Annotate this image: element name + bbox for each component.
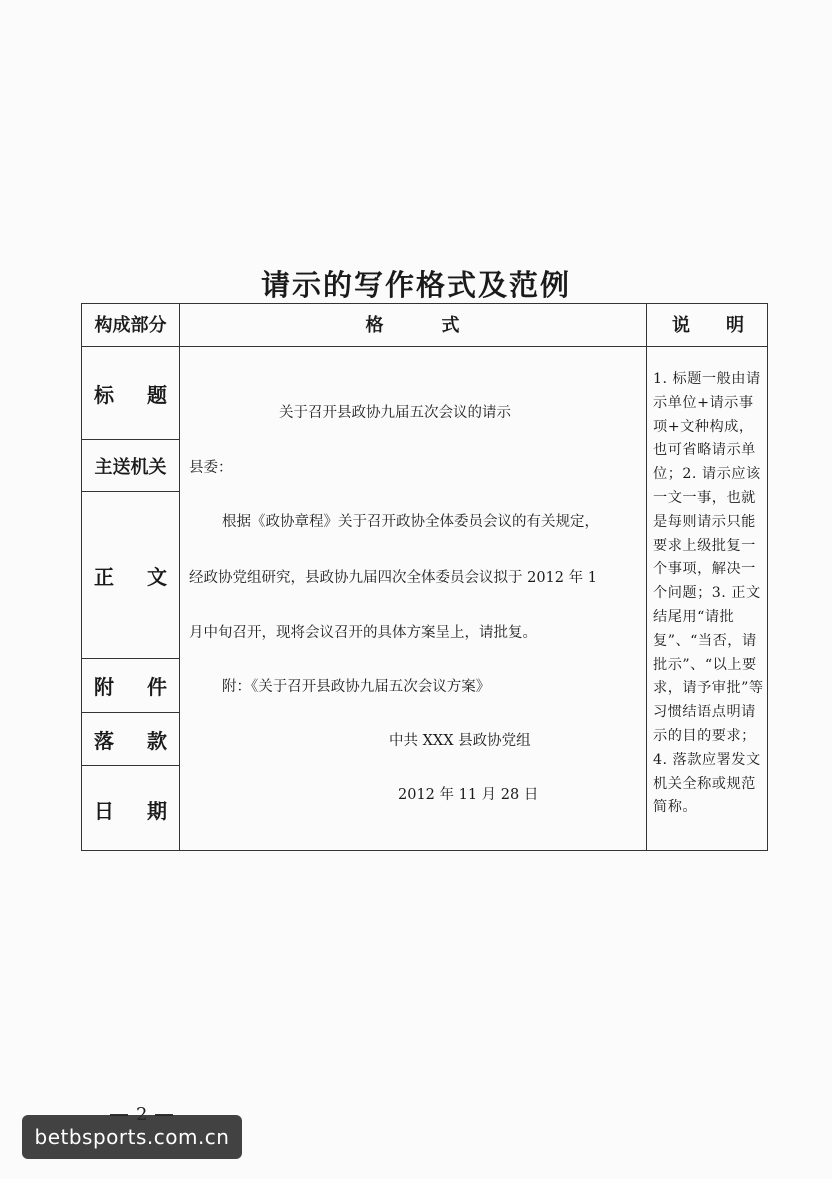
example-date: 2012 年 11 月 28 日 — [398, 787, 539, 803]
column-divider — [179, 304, 180, 850]
example-body-line: 根据《政协章程》关于召开政协全体委员会议的有关规定， — [222, 514, 599, 530]
example-doc-title: 关于召开县政协九届五次会议的请示 — [279, 405, 511, 421]
example-body-line: 经政协党组研究，县政协九届四次全体委员会议拟于 2012 年 1 — [189, 570, 597, 586]
section-recipient-label: 主送机关 — [94, 456, 167, 478]
example-attachment: 附：《关于召开县政协九届五次会议方案》 — [222, 679, 491, 695]
section-signature-label: 落 款 — [94, 728, 167, 753]
watermark-badge: betbsports.com.cn — [22, 1115, 242, 1159]
header-format: 格 式 — [365, 315, 461, 336]
section-date-label: 日 期 — [94, 798, 167, 823]
section-attachment-label: 附 件 — [94, 675, 167, 699]
section-title-label: 标 题 — [94, 382, 167, 407]
header-divider — [82, 346, 767, 347]
header-component: 构成部分 — [94, 315, 167, 336]
explanation-notes: 1. 标题一般由请示单位+请示事项+文种构成，也可省略请示单位；2. 请示应该一文一事，也就是每则请示只能要求上级批复一个事项，解决一个问题；3. 正文结尾用“请批复”、“当否，请批示”、“以上要求，请予审批”等习惯结语点明请示的目的要求；4. 落款应署发文机关全称或规范简称。 — [653, 371, 764, 816]
column-divider — [646, 304, 647, 850]
example-body-line: 月中旬召开，现将会议召开的具体方案呈上，请批复。 — [189, 625, 537, 641]
example-recipient: 县委： — [189, 460, 233, 476]
header-explanation: 说 明 — [672, 315, 744, 336]
page-title: 请示的写作格式及范例 — [260, 268, 571, 302]
section-body-label: 正 文 — [94, 564, 167, 589]
format-table — [81, 303, 768, 851]
example-signature: 中共 XXX 县政协党组 — [389, 733, 531, 749]
